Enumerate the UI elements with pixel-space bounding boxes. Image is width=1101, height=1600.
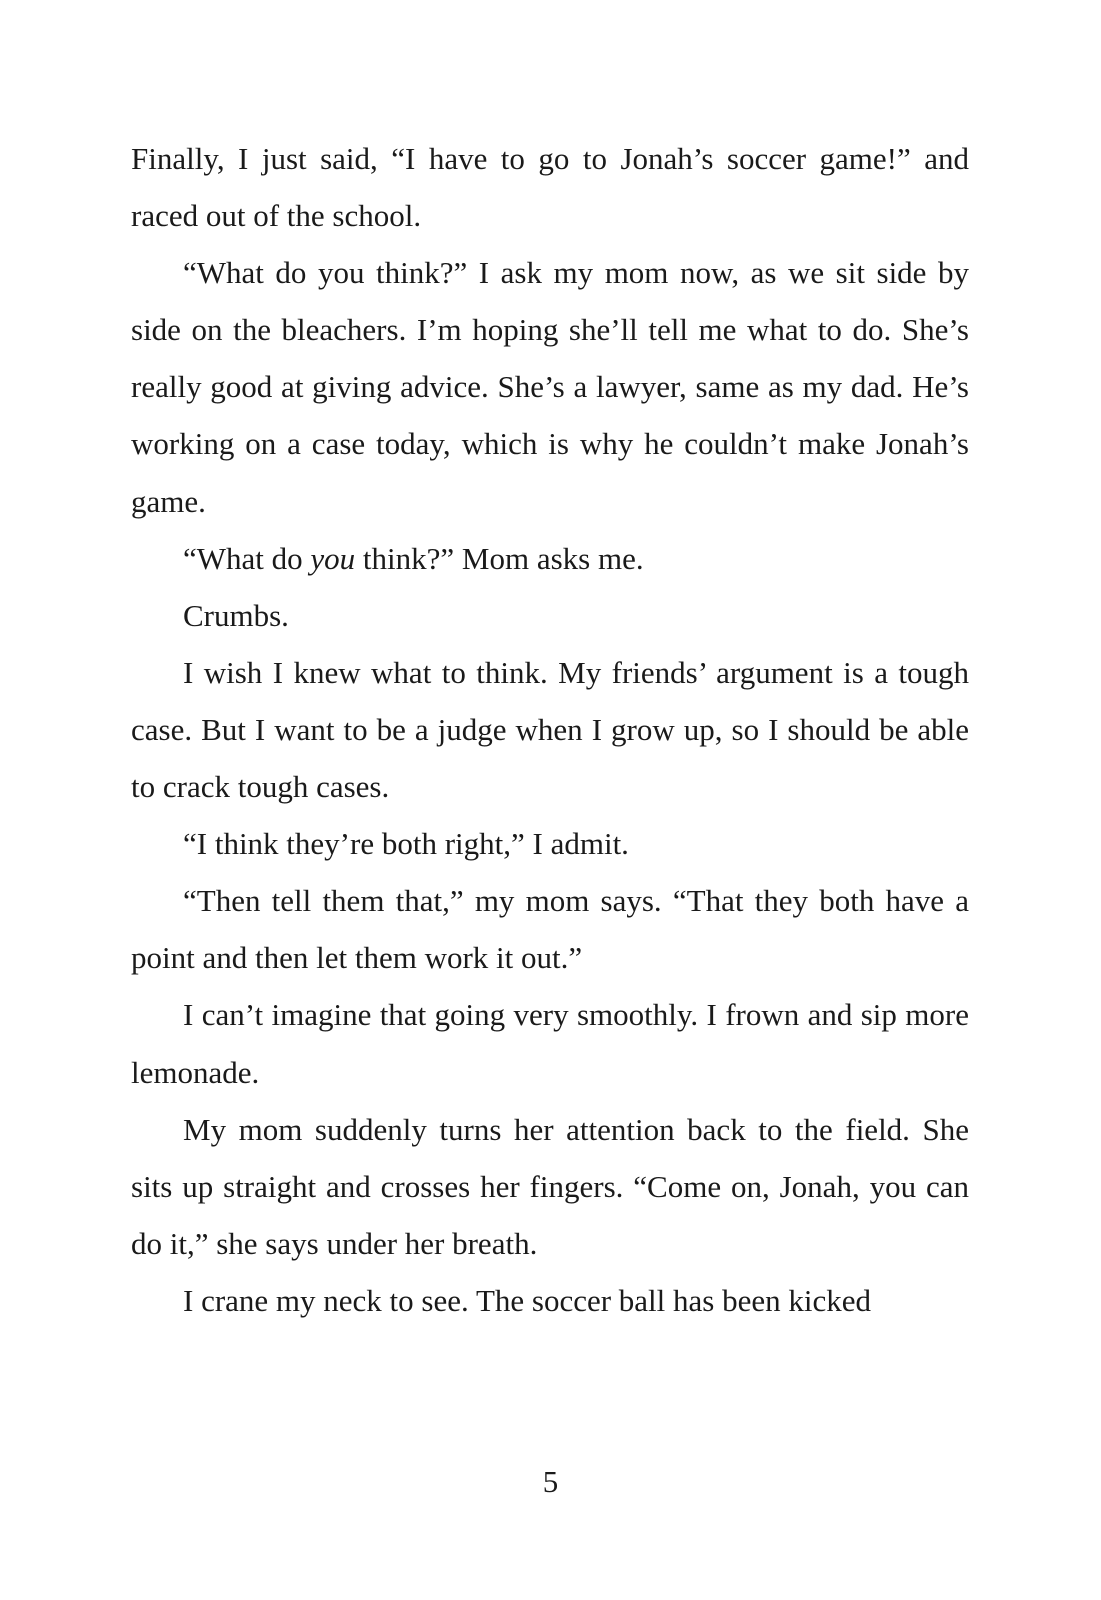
- paragraph: Finally, I just said, “I have to go to Jonah’s soccer game!” and raced out of the school.: [131, 141, 969, 234]
- paragraph-text-before: “What do: [183, 540, 311, 576]
- paragraph: I wish I knew what to think. My friends’ argument is a tough case. But I want to be a judge when I grow up, so I should be able to crack tough cases.: [131, 654, 969, 805]
- page-number: 5: [542, 1464, 559, 1499]
- paragraph: My mom suddenly turns her attention back to the field. She sits up straight and crosses her fingers. “Come on, Jonah, you can do it,” she says under her breath.: [131, 1111, 969, 1261]
- paragraph: I crane my neck to see. The soccer ball has been kicked: [183, 1282, 872, 1318]
- paragraph-text-after: think?” Mom asks me.: [355, 540, 644, 576]
- paragraph: Crumbs.: [183, 597, 289, 633]
- emphasized-word: you: [310, 540, 356, 576]
- page-body-text: [131, 130, 969, 1329]
- paragraph: “Then tell them that,” my mom says. “That they both have a point and then let them work it out.”: [131, 883, 969, 976]
- paragraph: I can’t imagine that going very smoothly. I frown and sip more lemonade.: [131, 997, 969, 1090]
- paragraph: “What do you think?” I ask my mom now, as we sit side by side on the bleachers. I’m hoping she’ll tell me what to do. She’s really good at giving advice. She’s a lawyer, same as my dad. He’s working on a case today, which is why he couldn’t make Jonah’s game.: [131, 255, 969, 519]
- paragraph: [131, 530, 969, 587]
- paragraph: “I think they’re both right,” I admit.: [183, 826, 629, 862]
